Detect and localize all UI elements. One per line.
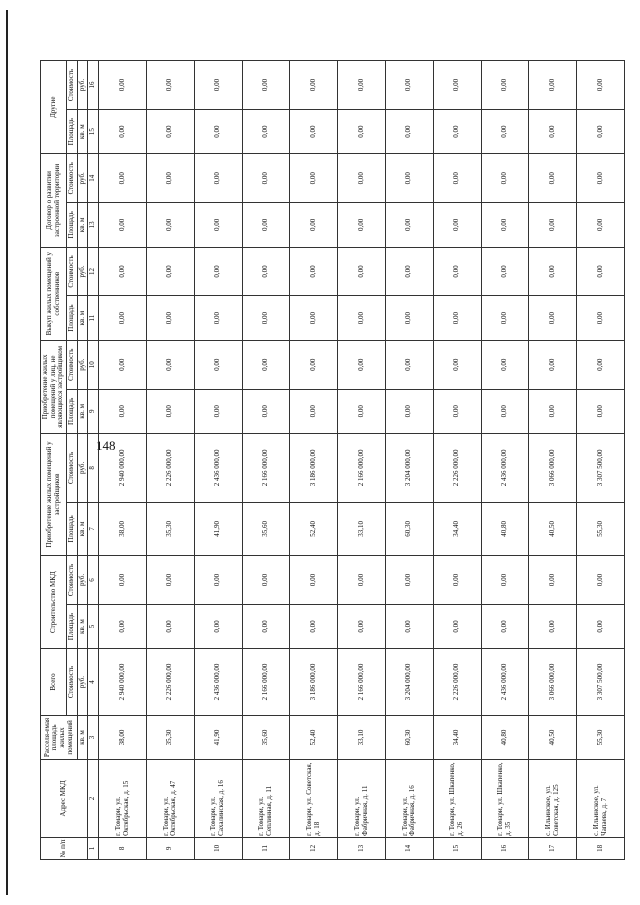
table-cell: 0,00 (99, 604, 147, 648)
column-number: 16 (88, 61, 99, 110)
table-cell: 0,00 (385, 296, 433, 340)
table-cell: 34,40 (433, 502, 481, 555)
table-cell: 3 066 000,00 (529, 433, 577, 502)
table-cell: 52,40 (290, 715, 338, 759)
table-cell: 0,00 (242, 340, 290, 389)
table-cell: 0,00 (290, 61, 338, 110)
table-cell: 0,00 (146, 203, 194, 247)
table-cell: 3 204 000,00 (385, 433, 433, 502)
table-cell: 0,00 (433, 604, 481, 648)
table-cell: 0,00 (338, 154, 386, 203)
table-cell: 0,00 (146, 247, 194, 296)
table-cell: 0,00 (577, 296, 625, 340)
table-cell: 60,30 (385, 715, 433, 759)
table-cell: 3 186 000,00 (290, 649, 338, 716)
table-cell: 0,00 (481, 296, 529, 340)
table-cell: 0,00 (577, 247, 625, 296)
table-cell: 0,00 (529, 109, 577, 153)
table-cell: 0,00 (481, 203, 529, 247)
address-cell: г. Томари, ул. Фабричная, д. 16 (385, 760, 433, 838)
table-cell: 3 307 500,00 (577, 433, 625, 502)
column-number: 8 (88, 433, 99, 502)
table-cell: 0,00 (577, 340, 625, 389)
table-cell: 0,00 (194, 247, 242, 296)
table-cell: 0,00 (290, 389, 338, 433)
table-cell: 0,00 (290, 203, 338, 247)
table-cell: 40,50 (529, 715, 577, 759)
header-cost: Стоимость (67, 247, 78, 296)
table-cell: 0,00 (481, 389, 529, 433)
table-cell: 41,90 (194, 502, 242, 555)
address-cell: г. Томари, ул. Шкапенко, д. 26 (433, 760, 481, 838)
table-cell: 0,00 (242, 247, 290, 296)
table-cell: 0,00 (290, 154, 338, 203)
table-cell: 40,80 (481, 502, 529, 555)
table-cell: 0,00 (242, 556, 290, 605)
header-area: Площадь (67, 109, 78, 153)
table-cell: 0,00 (577, 109, 625, 153)
table-cell: 0,00 (385, 556, 433, 605)
unit-area: кв. м (77, 502, 88, 555)
address-cell: г. Томари, ул. Октябрьская, д. 15 (99, 760, 147, 838)
table-cell: 0,00 (146, 61, 194, 110)
address-cell: г. Томари, ул. Сахалинская, д. 16 (194, 760, 242, 838)
table-cell: 0,00 (242, 109, 290, 153)
table-cell: 0,00 (290, 604, 338, 648)
table-cell: 18 (577, 837, 625, 859)
column-number: 2 (88, 760, 99, 838)
unit-area: кв. м (77, 203, 88, 247)
unit-area: кв. м (77, 109, 88, 153)
table-row (146, 61, 194, 860)
table-cell: 2 226 000,00 (433, 433, 481, 502)
table-cell: 0,00 (242, 203, 290, 247)
table-cell: 0,00 (338, 203, 386, 247)
table-cell: 0,00 (433, 556, 481, 605)
table-cell: 0,00 (577, 203, 625, 247)
header-cost: Стоимость (67, 61, 78, 110)
table-cell: 3 307 500,00 (577, 649, 625, 716)
table-cell: 0,00 (481, 340, 529, 389)
unit-cost: руб. (77, 154, 88, 203)
table-cell: 0,00 (146, 389, 194, 433)
table-cell: 2 226 000,00 (146, 433, 194, 502)
table-cell: 0,00 (433, 296, 481, 340)
table-cell: 0,00 (385, 203, 433, 247)
header-cost: Стоимость (67, 433, 78, 502)
table-cell: 0,00 (481, 61, 529, 110)
table-cell: 0,00 (433, 203, 481, 247)
header-purchase-non-dev: Приобретение жилых помещений у лиц, не являющихся застройщиком (41, 340, 67, 433)
table-cell: 0,00 (194, 604, 242, 648)
table-cell: 41,90 (194, 715, 242, 759)
column-number: 7 (88, 502, 99, 555)
table-cell: 0,00 (290, 247, 338, 296)
table-cell: 0,00 (529, 61, 577, 110)
table-cell: 0,00 (99, 296, 147, 340)
table-cell: 0,00 (385, 604, 433, 648)
table-cell: 0,00 (99, 247, 147, 296)
table-cell: 0,00 (338, 604, 386, 648)
table-cell: 0,00 (529, 389, 577, 433)
table-cell: 0,00 (242, 296, 290, 340)
table-cell: 9 (146, 837, 194, 859)
table-cell: 0,00 (433, 247, 481, 296)
table-cell: 0,00 (433, 389, 481, 433)
table-cell: 0,00 (481, 154, 529, 203)
table-cell: 0,00 (577, 389, 625, 433)
unit-cost: руб. (77, 433, 88, 502)
unit-cost: руб. (77, 556, 88, 605)
column-number: 9 (88, 389, 99, 433)
header-purchase-dev: Приобретение жилых помещений у застройщиков (41, 433, 67, 555)
header-row-groups (41, 61, 67, 860)
page-number: 148 (96, 438, 116, 453)
table-cell: 0,00 (338, 556, 386, 605)
table-cell: 0,00 (99, 340, 147, 389)
table-cell: 0,00 (529, 556, 577, 605)
table-cell: 2 226 000,00 (146, 649, 194, 716)
column-number: 13 (88, 203, 99, 247)
table-cell: 0,00 (99, 556, 147, 605)
header-address: Адрес МКД (41, 760, 88, 838)
table-cell: 0,00 (290, 296, 338, 340)
table-cell: 0,00 (529, 247, 577, 296)
unit-area: кв. м (77, 389, 88, 433)
table-cell: 0,00 (146, 109, 194, 153)
unit-area: кв. м (77, 604, 88, 648)
table-cell: 2 166 000,00 (242, 649, 290, 716)
table-cell: 0,00 (146, 296, 194, 340)
table-cell: 0,00 (529, 296, 577, 340)
table-cell: 0,00 (385, 61, 433, 110)
header-cost: Стоимость (67, 649, 78, 716)
table-cell: 0,00 (338, 340, 386, 389)
table-cell: 0,00 (194, 296, 242, 340)
table-body (99, 61, 625, 860)
header-buyout: Выкуп жилых помещений у собственников (41, 247, 67, 340)
table-cell: 15 (433, 837, 481, 859)
address-cell: с. Ильинское, ул. Советская, д. 125 (529, 760, 577, 838)
table-cell: 0,00 (242, 389, 290, 433)
unit-area: кв. м (77, 296, 88, 340)
table-row (577, 61, 625, 860)
table-cell: 0,00 (99, 109, 147, 153)
table-cell: 0,00 (194, 203, 242, 247)
table-row (194, 61, 242, 860)
table-cell: 2 166 000,00 (242, 433, 290, 502)
address-cell: г. Томари, ул. Октябрьская, д. 47 (146, 760, 194, 838)
table-cell: 16 (481, 837, 529, 859)
header-cost: Стоимость (67, 556, 78, 605)
table-cell: 3 204 000,00 (385, 649, 433, 716)
table-cell: 2 436 000,00 (194, 433, 242, 502)
table-cell: 0,00 (146, 340, 194, 389)
table-row (290, 61, 338, 860)
table-row (338, 61, 386, 860)
table-cell: 0,00 (481, 247, 529, 296)
table-cell: 3 066 000,00 (529, 649, 577, 716)
column-number: 11 (88, 296, 99, 340)
header-other: Другие (41, 61, 67, 154)
table-cell: 40,50 (529, 502, 577, 555)
table-cell: 0,00 (529, 203, 577, 247)
header-num: № п/п (41, 837, 88, 859)
header-area: Площадь (67, 203, 78, 247)
table-cell: 0,00 (529, 604, 577, 648)
address-cell: г. Томари, ул. Шкапенко, д. 35 (481, 760, 529, 838)
table-cell: 12 (290, 837, 338, 859)
table-cell: 0,00 (529, 340, 577, 389)
table-cell: 10 (194, 837, 242, 859)
table-cell: 2 166 000,00 (338, 649, 386, 716)
table-cell: 0,00 (433, 109, 481, 153)
address-cell: г. Томари, ул. Сеплинная, д. 11 (242, 760, 290, 838)
table-cell: 2 436 000,00 (481, 433, 529, 502)
table-cell: 0,00 (385, 247, 433, 296)
address-cell: г. Томари, ул. Советская, д. 18 (290, 760, 338, 838)
table-cell: 0,00 (529, 154, 577, 203)
table-row (385, 61, 433, 860)
table-cell: 33,10 (338, 502, 386, 555)
margin-line (6, 10, 8, 895)
table-cell: 55,30 (577, 715, 625, 759)
table-cell: 8 (99, 837, 147, 859)
table-cell: 0,00 (338, 389, 386, 433)
header-cost: Стоимость (67, 154, 78, 203)
resettlement-table (40, 60, 625, 860)
header-row-units (77, 61, 88, 860)
table-cell: 0,00 (99, 61, 147, 110)
table-cell: 52,40 (290, 502, 338, 555)
table-cell: 0,00 (194, 109, 242, 153)
column-number: 3 (88, 715, 99, 759)
table-cell: 60,30 (385, 502, 433, 555)
column-number: 6 (88, 556, 99, 605)
table-cell: 0,00 (577, 604, 625, 648)
table-cell: 0,00 (290, 340, 338, 389)
table-cell: 55,30 (577, 502, 625, 555)
unit-cost: руб. (77, 340, 88, 389)
header-total: Всего (41, 649, 67, 716)
header-area: Площадь (67, 604, 78, 648)
table-cell: 33,10 (338, 715, 386, 759)
address-cell: г. Томари, ул. Фабричная, д. 11 (338, 760, 386, 838)
table-cell: 0,00 (146, 604, 194, 648)
table-row (99, 61, 147, 860)
table-cell: 40,80 (481, 715, 529, 759)
address-cell: с. Ильинское, ул. Чапаева, д. 7 (577, 760, 625, 838)
table-cell: 17 (529, 837, 577, 859)
table-cell: 0,00 (290, 556, 338, 605)
table-cell: 0,00 (481, 604, 529, 648)
header-territory: Договор о развитии застроенной территории (41, 154, 67, 247)
table-cell: 0,00 (99, 389, 147, 433)
table-cell: 34,40 (433, 715, 481, 759)
table-cell: 35,60 (242, 715, 290, 759)
table-cell: 35,60 (242, 502, 290, 555)
table-cell: 0,00 (194, 389, 242, 433)
table-cell: 3 186 000,00 (290, 433, 338, 502)
table-cell: 2 226 000,00 (433, 649, 481, 716)
column-number: 1 (88, 837, 99, 859)
column-number-row (88, 61, 99, 860)
table-row (481, 61, 529, 860)
column-number: 5 (88, 604, 99, 648)
table-cell: 0,00 (577, 154, 625, 203)
table-cell: 0,00 (385, 109, 433, 153)
header-area: Площадь (67, 296, 78, 340)
table-cell: 0,00 (577, 556, 625, 605)
table-cell: 0,00 (99, 203, 147, 247)
table-cell: 0,00 (194, 556, 242, 605)
header-resettled-area: Расселя-емая площадь жилых помещений (41, 715, 78, 759)
table-cell: 38,00 (99, 502, 147, 555)
table-cell: 0,00 (577, 61, 625, 110)
table-cell: 0,00 (385, 389, 433, 433)
table-row (242, 61, 290, 860)
table-cell: 2 940 000,00 (99, 433, 147, 502)
table-cell: 0,00 (338, 109, 386, 153)
header-area: Площадь (67, 502, 78, 555)
table-cell: 0,00 (385, 154, 433, 203)
unit-cost: руб. (77, 61, 88, 110)
table-cell: 14 (385, 837, 433, 859)
table-cell: 2 166 000,00 (338, 433, 386, 502)
table-cell: 38,00 (99, 715, 147, 759)
header-construction: Строительство МКД (41, 556, 67, 649)
table-cell: 0,00 (481, 109, 529, 153)
table-cell: 11 (242, 837, 290, 859)
resettlement-table-sheet (40, 60, 625, 860)
table-cell: 0,00 (194, 340, 242, 389)
table-cell: 0,00 (338, 247, 386, 296)
table-cell: 0,00 (433, 61, 481, 110)
table-cell: 0,00 (290, 109, 338, 153)
table-cell: 0,00 (194, 154, 242, 203)
table-row (433, 61, 481, 860)
column-number: 10 (88, 340, 99, 389)
table-cell: 0,00 (338, 296, 386, 340)
table-cell: 0,00 (385, 340, 433, 389)
column-number: 14 (88, 154, 99, 203)
unit-area: кв. м (77, 715, 88, 759)
table-cell: 0,00 (242, 604, 290, 648)
header-area: Площадь (67, 389, 78, 433)
column-number: 12 (88, 247, 99, 296)
table-row (529, 61, 577, 860)
unit-cost: руб. (77, 649, 88, 716)
table-cell: 2 940 000,00 (99, 649, 147, 716)
header-cost: Стоимость (67, 340, 78, 389)
table-cell: 0,00 (194, 61, 242, 110)
table-cell: 35,30 (146, 502, 194, 555)
unit-cost: руб. (77, 247, 88, 296)
table-cell: 0,00 (242, 154, 290, 203)
table-cell: 0,00 (146, 556, 194, 605)
table-cell: 13 (338, 837, 386, 859)
table-cell: 0,00 (99, 154, 147, 203)
column-number: 4 (88, 649, 99, 716)
table-cell: 0,00 (433, 340, 481, 389)
table-cell: 0,00 (146, 154, 194, 203)
table-cell: 0,00 (338, 61, 386, 110)
table-cell: 2 436 000,00 (194, 649, 242, 716)
table-cell: 0,00 (242, 61, 290, 110)
table-cell: 0,00 (481, 556, 529, 605)
table-cell: 2 436 000,00 (481, 649, 529, 716)
column-number: 15 (88, 109, 99, 153)
table-cell: 0,00 (433, 154, 481, 203)
table-cell: 35,30 (146, 715, 194, 759)
